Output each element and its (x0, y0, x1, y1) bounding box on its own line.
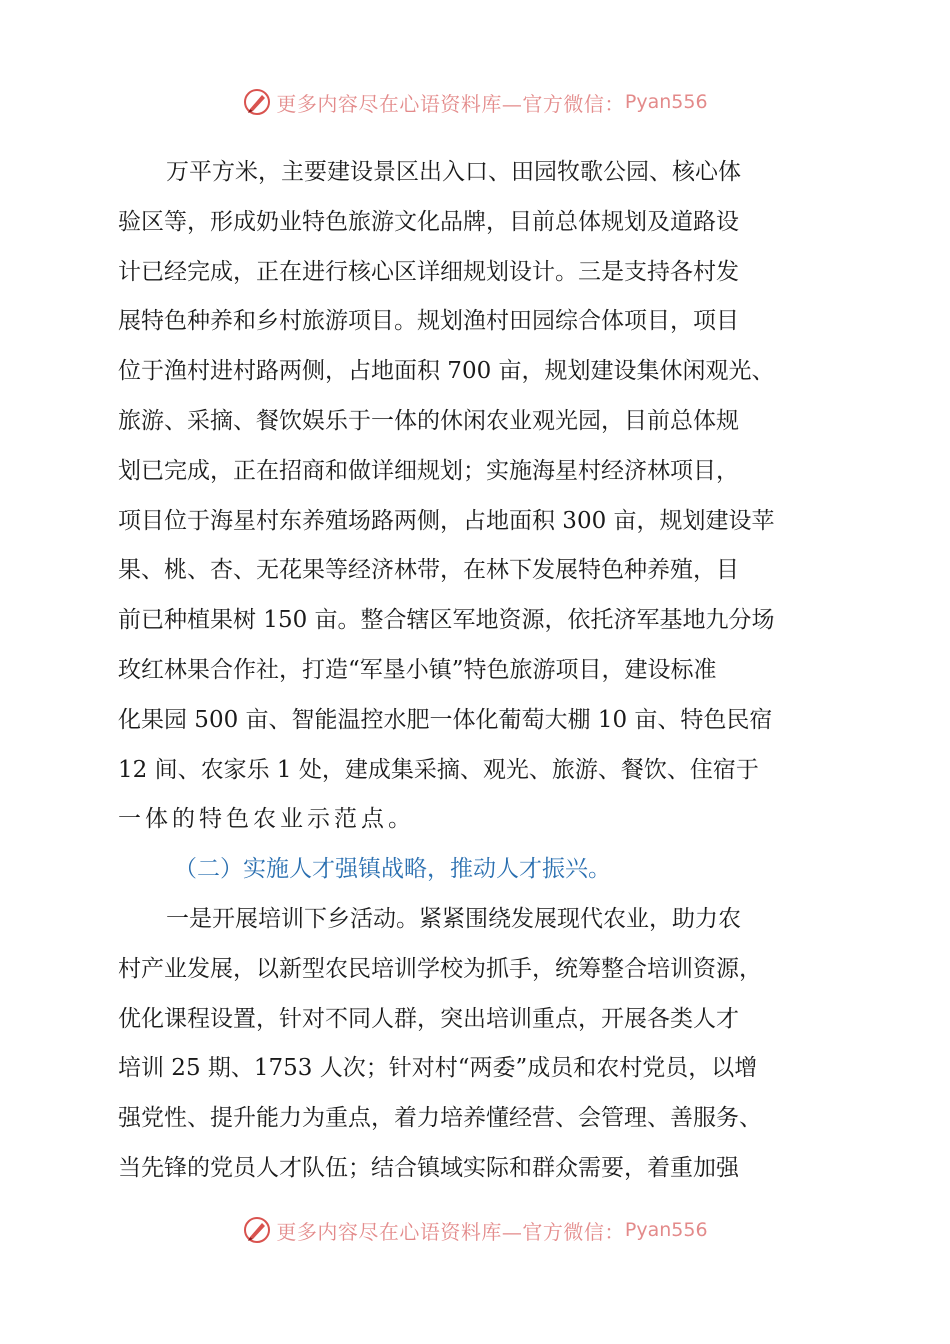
pen-logo-icon (242, 1215, 272, 1245)
body-line: 果、桃、杏、无花果等经济林带，在林下发展特色种养殖，目 (118, 557, 739, 584)
watermark-wechat-id: Pyan556 (624, 91, 708, 113)
body-line: 验区等，形成奶业特色旅游文化品牌，目前总体规划及道路设 (118, 208, 739, 235)
watermark-text: 更多内容尽在心语资料库—官方微信： (276, 91, 625, 116)
watermark-wechat-id: Pyan556 (624, 1219, 708, 1241)
body-line: 展特色种养和乡村旅游项目。规划渔村田园综合体项目，项目 (118, 308, 739, 335)
body-line: 一体的特色农业示范点。 (118, 806, 415, 833)
section-heading: （二）实施人才强镇战略，推动人才振兴。 (174, 856, 611, 883)
body-line: 玫红林果合作社，打造“军垦小镇”特色旅游项目，建设标准 (118, 656, 717, 683)
watermark-text: 更多内容尽在心语资料库—官方微信： (276, 1219, 625, 1244)
header-watermark (0, 82, 950, 122)
body-line: 一是开展培训下乡活动。紧紧围绕发展现代农业，助力农 (166, 905, 741, 932)
body-line: 村产业发展，以新型农民培训学校为抓手，统筹整合培训资源， (118, 955, 762, 982)
document-body (118, 148, 838, 1194)
body-line: 12 间、农家乐 1 处，建成集采摘、观光、旅游、餐饮、住宿于 (118, 756, 759, 783)
body-line: 化果园 500 亩、智能温控水肥一体化葡萄大棚 10 亩、特色民宿 (118, 706, 773, 733)
body-line: 强党性、提升能力为重点，着力培养懂经营、会管理、善服务、 (118, 1105, 762, 1132)
body-line: 前已种植果树 150 亩。整合辖区军地资源，依托济军基地九分场 (118, 607, 775, 634)
body-line: 划已完成，正在招商和做详细规划；实施海星村经济林项目， (118, 457, 739, 484)
body-line: 培训 25 期、1753 人次；针对村“两委”成员和农村党员，以增 (118, 1055, 758, 1082)
body-line: 优化课程设置，针对不同人群，突出培训重点，开展各类人才 (118, 1005, 739, 1032)
footer-watermark (0, 1210, 950, 1250)
body-line: 项目位于海星村东养殖场路两侧，占地面积 300 亩，规划建设苹 (118, 507, 775, 534)
body-line: 位于渔村进村路两侧，占地面积 700 亩，规划建设集休闲观光、 (118, 358, 775, 385)
body-line: 旅游、采摘、餐饮娱乐于一体的休闲农业观光园，目前总体规 (118, 407, 739, 434)
body-line: 当先锋的党员人才队伍；结合镇域实际和群众需要，着重加强 (118, 1154, 739, 1181)
body-line: 计已经完成，正在进行核心区详细规划设计。三是支持各村发 (118, 258, 739, 285)
pen-logo-icon (242, 87, 272, 117)
body-line: 万平方米，主要建设景区出入口、田园牧歌公园、核心体 (166, 159, 741, 185)
